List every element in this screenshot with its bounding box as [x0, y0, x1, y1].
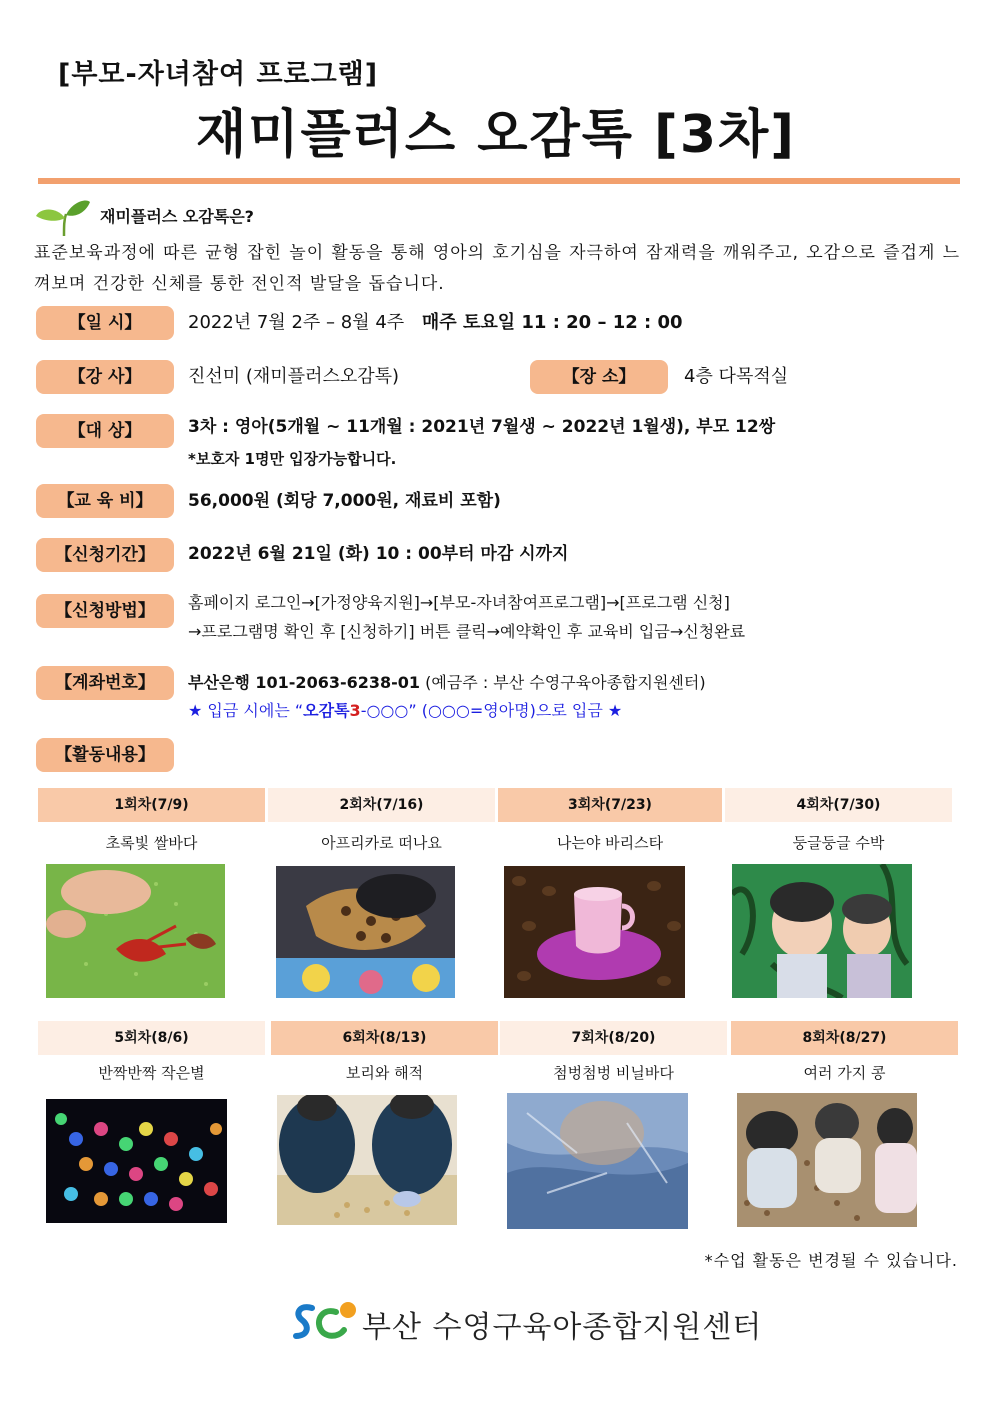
activity-title: 나는야 바리스타 — [556, 834, 664, 852]
deposit-note-round: 3 — [349, 701, 361, 720]
beans-photo — [737, 1093, 917, 1227]
deposit-note-suffix: -○○○” (○○○=영아명)으로 입금 ★ — [360, 701, 623, 720]
method-line-1: 홈페이지 로그인→[가정양육지원]→[부모-자녀참여프로그램]→[프로그램 신청] — [188, 593, 730, 612]
target-value: 3차 : 영아(5개월 ~ 11개월 : 2021년 7월생 ~ 2022년 1월생), 부모 12쌍 — [188, 417, 776, 437]
deposit-note-prefix: ★ 입금 시에는 “ — [188, 701, 304, 720]
deposit-note — [188, 698, 622, 724]
place-value: 4층 다목적실 — [684, 366, 789, 387]
stars-photo — [46, 1099, 227, 1223]
activity-title: 아프리카로 떠나요 — [321, 834, 442, 852]
session-header: 1회차(7/9) — [38, 788, 265, 822]
fee-label: 【교 육 비】 — [36, 484, 174, 518]
target-label: 【대 상】 — [36, 414, 174, 448]
session-header: 4회차(7/30) — [725, 788, 952, 822]
account-label: 【계좌번호】 — [36, 666, 174, 700]
schedule-change-note: *수업 활동은 변경될 수 있습니다. — [704, 1251, 958, 1270]
period-value: 2022년 6월 21일 (화) 10 : 00부터 마감 시까지 — [188, 544, 569, 564]
activity-title: 여러 가지 콩 — [803, 1064, 886, 1082]
session-header: 7회차(8/20) — [500, 1021, 727, 1055]
sprout-icon — [34, 198, 92, 238]
account-holder: (예금주 : 부산 수영구육아종합지원센터) — [420, 673, 706, 692]
activity-title: 둥글둥글 수박 — [792, 834, 885, 852]
watermelon-photo — [732, 864, 912, 998]
period-label: 【신청기간】 — [36, 538, 174, 572]
intro-question: 재미플러스 오감톡은? — [100, 207, 254, 226]
account-value — [188, 670, 706, 696]
page-title: 재미플러스 오감톡 [3차] — [195, 105, 796, 165]
schedule-label: 【일 시】 — [36, 306, 174, 340]
intro-description: 표준보육과정에 따른 균형 잡힌 놀이 활동을 통해 영아의 호기심을 자극하여 잠재력을 깨워주고, 오감으로 즐겁게 느껴보며 건강한 신체를 통한 전인적 발달을 돕습니다. — [34, 243, 960, 294]
deposit-note-program: 오감톡 — [303, 701, 350, 720]
activity-title: 반짝반짝 작은별 — [98, 1064, 205, 1082]
center-logo-icon — [290, 1298, 360, 1346]
schedule-time: 매주 토요일 11 : 20 – 12 : 00 — [421, 312, 683, 333]
target-note: *보호자 1명만 입장가능합니다. — [188, 450, 397, 468]
teacher-label: 【강 사】 — [36, 360, 174, 394]
barista-photo — [504, 866, 685, 998]
method-label: 【신청방법】 — [36, 594, 174, 628]
vinyl-sea-photo — [507, 1093, 688, 1229]
activity-title: 첨벙첨벙 비닐바다 — [553, 1064, 674, 1082]
session-header: 5회차(8/6) — [38, 1021, 265, 1055]
schedule-dates: 2022년 7월 2주 – 8월 4주 — [188, 312, 405, 333]
barley-photo — [277, 1095, 457, 1225]
schedule-value — [188, 310, 683, 336]
rice-sea-photo — [46, 864, 225, 998]
teacher-value: 진선미 (재미플러스오감톡) — [188, 366, 400, 387]
program-category: [부모-자녀참여 프로그램] — [58, 59, 379, 90]
activities-label: 【활동내용】 — [36, 738, 174, 772]
session-header: 2회차(7/16) — [268, 788, 495, 822]
account-number: 부산은행 101-2063-6238-01 — [188, 673, 421, 692]
africa-photo — [276, 866, 455, 998]
session-header: 8회차(8/27) — [731, 1021, 958, 1055]
activity-title: 보리와 해적 — [345, 1064, 424, 1082]
center-name: 부산 수영구육아종합지원센터 — [362, 1310, 763, 1345]
fee-value: 56,000원 (회당 7,000원, 재료비 포함) — [188, 491, 501, 511]
title-divider — [38, 178, 960, 184]
method-line-2: →프로그램명 확인 후 [신청하기] 버튼 클릭→예약확인 후 교육비 입금→신청완료 — [188, 622, 746, 641]
session-header: 6회차(8/13) — [271, 1021, 498, 1055]
place-label: 【장 소】 — [530, 360, 668, 394]
session-header: 3회차(7/23) — [498, 788, 722, 822]
activity-title: 초록빛 쌀바다 — [105, 834, 198, 852]
